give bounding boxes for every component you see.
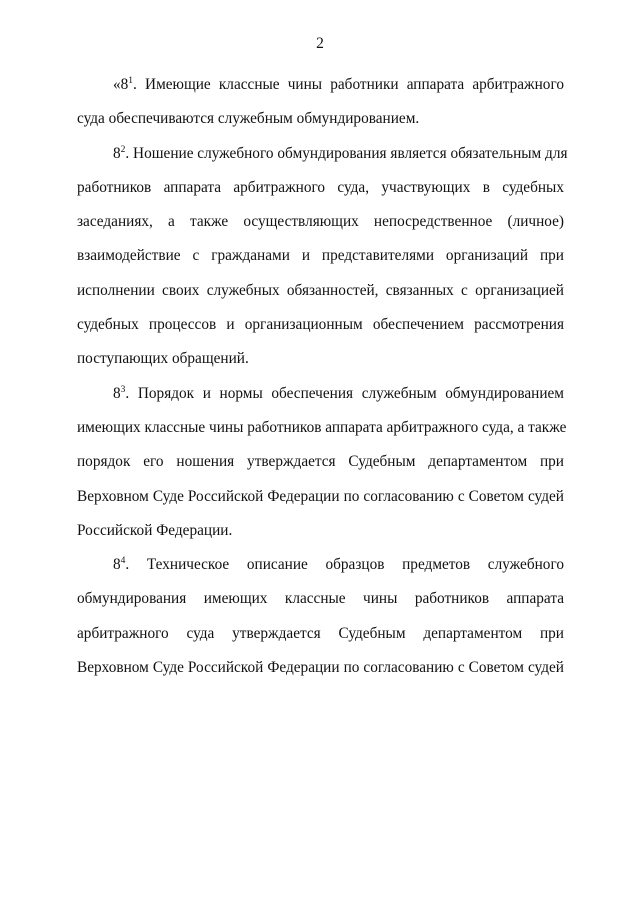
paragraph-line [77,137,568,171]
paragraph-line: порядок его ношения утверждается Судебным департаментом при [77,453,564,471]
paragraph-8-2 [77,137,568,377]
item-superscript: 1 [128,76,134,86]
item-number: 8 [113,384,121,402]
paragraph-8-3 [77,377,567,548]
paragraph-8-4 [77,548,564,685]
line-text: . Имеющие классные чины работники аппарата арбитражного [133,76,564,93]
item-number: «8 [113,76,129,93]
paragraph-line [77,377,564,411]
line-text: . Порядок и нормы обеспечения служебным обмундированием [125,384,564,402]
item-number: 8 [113,556,121,574]
paragraph-line: суда обеспечиваются служебным обмундированием. [77,110,420,128]
paragraph-line [77,548,564,582]
item-superscript: 4 [120,556,126,567]
item-superscript: 2 [120,144,126,155]
paragraph-8-1 [77,68,564,137]
document-body [77,68,568,685]
paragraph-line: судебных процессов и организационным обеспечением рассмотрения [77,316,564,334]
paragraph-line: поступающих обращений. [77,350,249,368]
paragraph-line: Верховном Суде Российской Федерации по согласованию с Советом судей [77,659,564,677]
paragraph-line: Верховном Суде Российской Федерации по согласованию с Советом судей [77,487,564,505]
paragraph-line: обмундирования имеющих классные чины работников аппарата [77,590,564,608]
paragraph-line: имеющих классные чины работников аппарата арбитражного суда, а также [77,418,567,436]
line-text: . Ношение служебного обмундирования является обязательным для [125,144,568,162]
paragraph-line: взаимодействие с гражданами и представителями организаций при [77,247,564,265]
item-superscript: 3 [120,384,126,395]
item-number: 8 [113,144,121,162]
paragraph-line: Российской Федерации. [77,521,233,539]
paragraph-line: арбитражного суда утверждается Судебным департаментом при [77,624,564,642]
paragraph-line [77,68,564,102]
paragraph-line: работников аппарата арбитражного суда, участвующих в судебных [77,178,564,196]
paragraph-line: заседаниях, а также осуществляющих непосредственное (личное) [77,213,564,231]
paragraph-line: исполнении своих служебных обязанностей, связанных с организацией [77,281,564,299]
page-number: 2 [316,35,324,52]
line-text: . Техническое описание образцов предметов служебного [125,556,564,574]
